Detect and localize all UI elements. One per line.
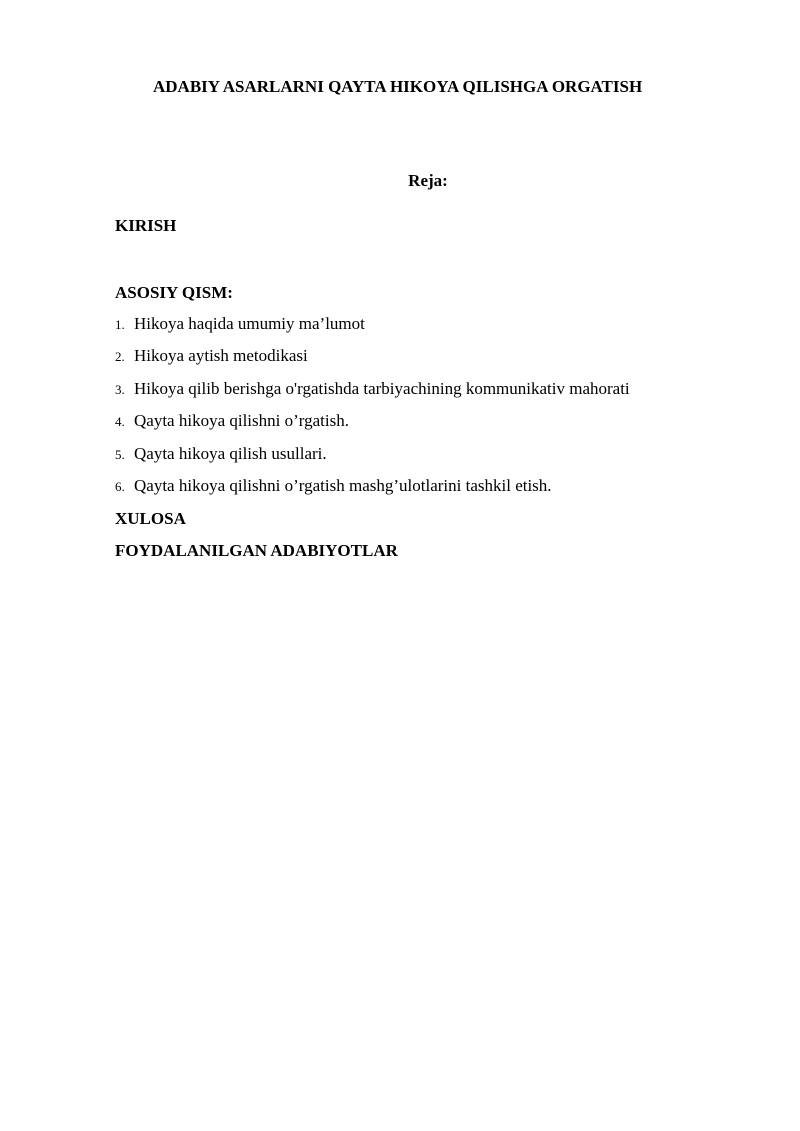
plan-item-number: 6. xyxy=(115,478,125,494)
document-title: ADABIY ASARLARNI QAYTA HIKOYA QILISHGA ORGATISH xyxy=(153,77,643,96)
plan-item-text: Qayta hikoya qilishni o’rgatish. xyxy=(134,411,349,431)
plan-item xyxy=(115,476,630,508)
plan-item-text: Hikoya qilib berishga o'rgatishda tarbiyachining kommunikativ mahorati xyxy=(134,378,630,398)
plan-item-number: 4. xyxy=(115,414,125,430)
plan-item xyxy=(115,379,630,411)
plan-item xyxy=(115,314,630,346)
plan-item xyxy=(115,411,630,443)
intro-heading: KIRISH xyxy=(115,216,177,235)
plan-item-number: 2. xyxy=(115,349,125,365)
plan-item-number: 1. xyxy=(115,317,125,332)
plan-item-number: 5. xyxy=(115,446,125,462)
plan-list xyxy=(115,314,630,508)
plan-item xyxy=(115,444,630,476)
plan-item-text: Hikoya haqida umumiy ma’lumot xyxy=(134,314,365,333)
plan-item-text: Hikoya aytish metodikasi xyxy=(134,346,308,366)
conclusion-heading: XULOSA xyxy=(115,509,186,528)
plan-item-text: Qayta hikoya qilishni o’rgatish mashg’ulotlarini tashkil etish. xyxy=(134,475,552,495)
main-section-heading: ASOSIY QISM: xyxy=(115,283,233,302)
plan-item-number: 3. xyxy=(115,381,125,397)
references-heading: FOYDALANILGAN ADABIYOTLAR xyxy=(115,541,398,560)
plan-item-text: Qayta hikoya qilish usullari. xyxy=(134,443,327,463)
plan-item xyxy=(115,346,630,378)
plan-label: Reja: xyxy=(408,171,448,190)
